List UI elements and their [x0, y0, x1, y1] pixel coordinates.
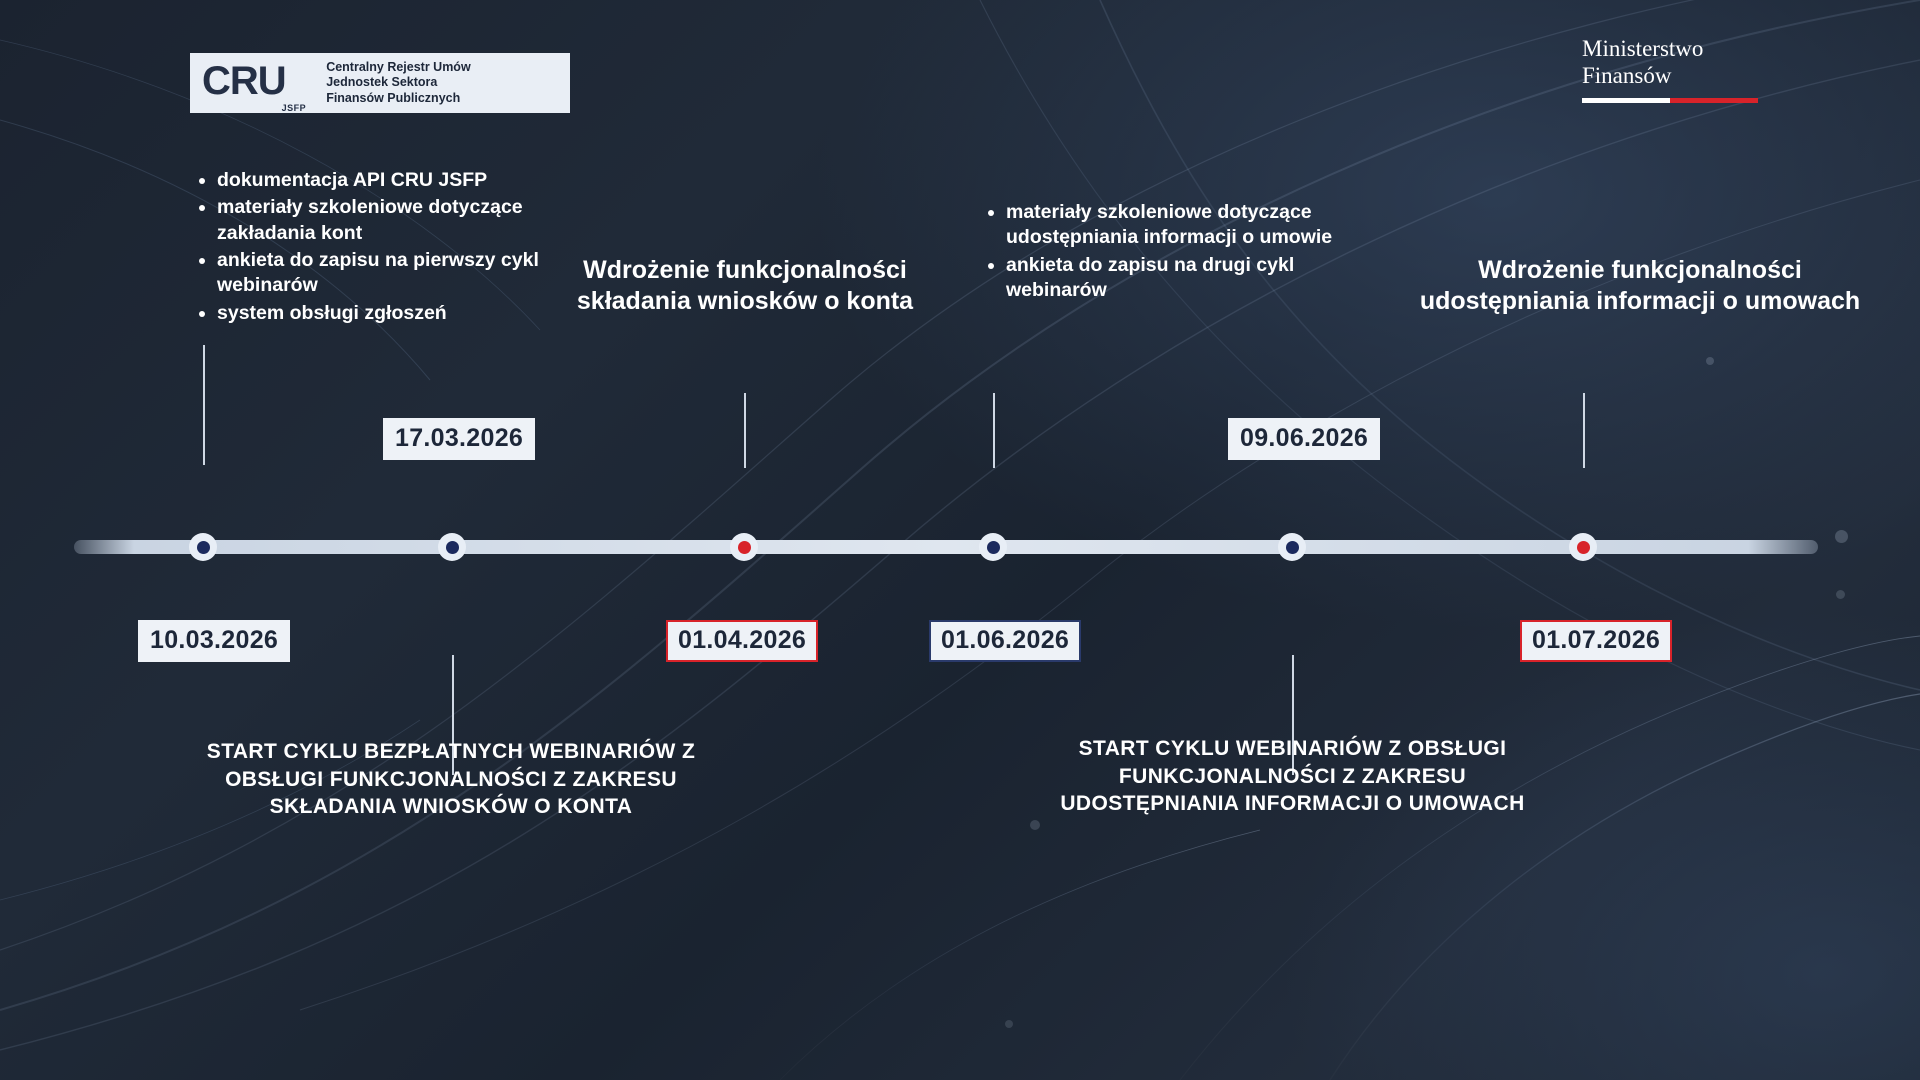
cru-logo-line-2: Jednostek Sektora	[326, 75, 438, 90]
date-chip-label: 01.04.2026	[678, 626, 807, 654]
cru-logo-mark	[202, 59, 316, 113]
milestone-2-caption-text: START CYKLU BEZPŁATNYCH WEBINARIÓW Z OBSŁUGI FUNKCJONALNOŚCI Z ZAKRESU SKŁADANIA WNIOSKÓW O KONTA	[206, 740, 696, 819]
date-chip-17-03-2026[interactable]	[383, 418, 535, 460]
timeline-node-4[interactable]	[979, 533, 1007, 561]
timeline-node-6[interactable]	[1569, 533, 1597, 561]
timeline-node-dot	[1286, 541, 1299, 554]
timeline-node-dot	[987, 541, 1000, 554]
decoration-dot	[1005, 1020, 1013, 1028]
milestone-4-bullet-item: • materiały szkoleniowe dotyczące udostępniania informacji o umowie	[1006, 200, 1375, 251]
timeline-node-dot	[446, 541, 459, 554]
milestone-2-caption	[205, 738, 697, 821]
timeline-node-2[interactable]	[438, 533, 466, 561]
timeline-node-1[interactable]	[189, 533, 217, 561]
date-chip-10-03-2026[interactable]	[138, 620, 290, 662]
ministry-logo	[1582, 36, 1802, 103]
decoration-dot	[1030, 820, 1040, 830]
cru-logo	[190, 53, 570, 113]
date-chip-label: 09.06.2026	[1240, 424, 1369, 452]
date-chip-01-06-2026[interactable]	[929, 620, 1081, 662]
milestone-1-bullet-item: • dokumentacja API CRU JSFP	[217, 168, 616, 193]
milestone-1-bullet-item: • materiały szkoleniowe dotyczące zakładania kont	[217, 195, 616, 246]
milestone-5-caption	[1050, 735, 1535, 818]
milestone-4-bullet-list	[985, 200, 1375, 305]
date-chip-label: 10.03.2026	[150, 626, 279, 654]
cru-logo-mark-subscript: JSFP	[281, 103, 307, 113]
timeline-node-dot	[197, 541, 210, 554]
connector-line-3	[744, 393, 746, 468]
connector-line-1	[203, 345, 205, 465]
connector-line-6	[1583, 393, 1585, 468]
date-chip-09-06-2026[interactable]	[1228, 418, 1380, 460]
timeline-node-dot	[738, 541, 751, 554]
date-chip-01-07-2026[interactable]	[1520, 620, 1672, 662]
date-chip-label: 17.03.2026	[395, 424, 524, 452]
ministry-name-line-2: Finansów	[1582, 62, 1672, 88]
milestone-1-bullet-list	[196, 168, 616, 328]
milestone-1-bullet-item: • ankieta do zapisu na pierwszy cykl webinarów	[217, 248, 616, 299]
milestone-3-headline-text: Wdrożenie funkcjonalności składania wniosków o konta	[576, 256, 914, 316]
date-chip-label: 01.07.2026	[1532, 626, 1661, 654]
milestone-6-headline-text: Wdrożenie funkcjonalności udostępniania informacji o umowach	[1419, 256, 1861, 316]
milestone-4-bullet-item: • ankieta do zapisu na drugi cykl webinarów	[1006, 253, 1375, 304]
cru-logo-line-1: Centralny Rejestr Umów	[326, 60, 471, 75]
cru-logo-fullname	[326, 60, 470, 106]
decoration-dot	[1835, 530, 1848, 543]
timeline-node-3[interactable]	[730, 533, 758, 561]
milestone-3-headline	[560, 255, 930, 318]
timeline-axis	[74, 540, 1818, 554]
decoration-dot	[1836, 590, 1845, 599]
ministry-name-line-1: Ministerstwo	[1582, 36, 1704, 61]
connector-line-4	[993, 393, 995, 468]
milestone-6-headline	[1400, 255, 1880, 318]
cru-logo-line-3: Finansów Publicznych	[326, 90, 461, 105]
cru-logo-mark-text: CRU	[202, 59, 286, 103]
milestone-1-bullet-item: • system obsługi zgłoszeń	[217, 301, 616, 326]
date-chip-label: 01.06.2026	[941, 626, 1070, 654]
ministry-flag-bar	[1582, 98, 1758, 103]
timeline-node-5[interactable]	[1278, 533, 1306, 561]
milestone-5-caption-text: START CYKLU WEBINARIÓW Z OBSŁUGI FUNKCJONALNOŚCI Z ZAKRESU UDOSTĘPNIANIA INFORMACJI O UMOWACH	[1060, 737, 1525, 816]
decoration-dot	[1706, 357, 1714, 365]
timeline-node-dot	[1577, 541, 1590, 554]
date-chip-01-04-2026[interactable]	[666, 620, 818, 662]
